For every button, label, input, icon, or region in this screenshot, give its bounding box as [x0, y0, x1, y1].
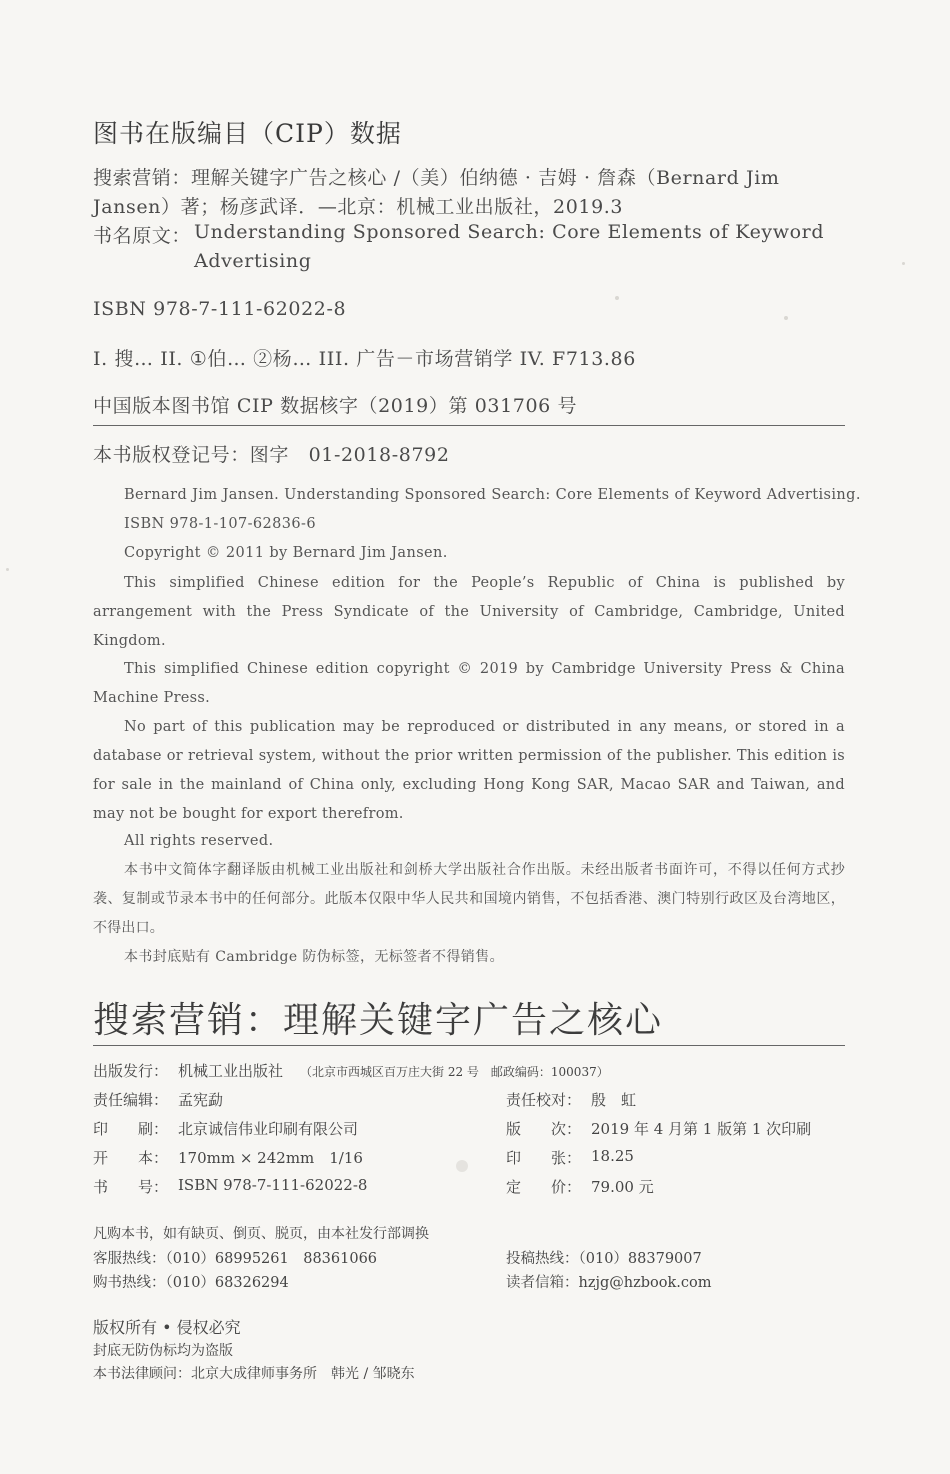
- defect-notice: 凡购本书，如有缺页、倒页、脱页，由本社发行部调换: [93, 1226, 429, 1242]
- divider: [93, 1045, 845, 1046]
- printer-label: 印 刷：: [93, 1120, 169, 1138]
- rights-reserved: 版权所有 • 侵权必究: [93, 1318, 241, 1337]
- scan-speck: [456, 1160, 468, 1172]
- price: 79.00 元: [591, 1178, 654, 1196]
- scan-speck: [6, 568, 9, 571]
- edition-arrangement-paragraph: This simplified Chinese edition for the People’s Republic of China is published by arrangement with the Press Syndicate of the University of Cambridge, Cambridge, United Kingdom.: [93, 575, 845, 649]
- edition-label: 版 次：: [506, 1120, 582, 1138]
- printer: 北京诚信伟业印刷有限公司: [178, 1120, 359, 1138]
- cip-publisher-line: Jansen）著；杨彦武译．—北京：机械工业出版社，2019.3: [93, 196, 624, 218]
- edition-copyright-paragraph: This simplified Chinese edition copyright © 2019 by Cambridge University Press & China Machine Press.: [93, 661, 845, 706]
- rights-paragraph: No part of this publication may be reproduced or distributed in any means, or stored in a database or retrieval system, without the prior written permission of the publisher. This edition is for sale in the mainland of China only, excluding Hong Kong SAR, Macao SAR and Taiwan, and may not be bought for export therefrom.: [93, 719, 845, 822]
- customer-service-hotline: 客服热线：（010）68995261 88361066: [93, 1251, 378, 1267]
- submission-hotline: 投稿热线：（010）88379007: [506, 1251, 702, 1267]
- cip-author-line: 搜索营销：理解关键字广告之核心 /（美）伯纳德 · 吉姆 · 詹森（Bernard Jim: [93, 167, 780, 189]
- editor-label: 责任编辑：: [93, 1091, 169, 1109]
- sheets-label: 印 张：: [506, 1149, 582, 1167]
- price-label: 定 价：: [506, 1178, 582, 1196]
- legal-counsel: 本书法律顾问：北京大成律师事务所 韩光 / 邹晓东: [93, 1366, 415, 1382]
- cip-number: 中国版本图书馆 CIP 数据核字（2019）第 031706 号: [93, 395, 578, 417]
- all-rights-reserved: All rights reserved.: [124, 833, 274, 849]
- publisher: 机械工业出版社: [178, 1062, 284, 1080]
- cip-title: 图书在版编目（CIP）数据: [93, 119, 402, 148]
- anti-counterfeit-notice: 本书封底贴有 Cambridge 防伪标签，无标签者不得销售。: [124, 949, 504, 965]
- scan-speck: [902, 262, 905, 265]
- cip-isbn: ISBN 978-7-111-62022-8: [93, 298, 347, 320]
- chinese-rights-paragraph: 本书中文简体字翻译版由机械工业出版社和剑桥大学出版社合作出版。未经出版者书面许可，不得以任何方式抄袭、复制或节录本书中的任何部分。此版本仅限中华人民共和国境内销售，不包括香港、澳门特别行政区及台湾地区，不得出口。: [93, 862, 845, 936]
- cip-classification: I. 搜… II. ①伯… ②杨… III. 广告－市场营销学 IV. F713.86: [93, 348, 636, 370]
- scan-speck: [784, 316, 788, 320]
- scan-speck: [615, 296, 619, 300]
- copyright-registration: 本书版权登记号：图字 01-2018-8792: [93, 444, 450, 466]
- purchase-hotline: 购书热线：（010）68326294: [93, 1275, 289, 1291]
- publisher-label: 出版发行：: [93, 1062, 169, 1080]
- proofreader: 殷 虹: [591, 1091, 637, 1109]
- original-isbn: ISBN 978-1-107-62836-6: [124, 516, 316, 532]
- cip-original-title: Understanding Sponsored Search: Core Elements of Keyword: [194, 221, 825, 243]
- book-number-label: 书 号：: [93, 1178, 169, 1196]
- format: 170mm × 242mm 1/16: [178, 1149, 363, 1167]
- format-label: 开 本：: [93, 1149, 169, 1167]
- book-title: 搜索营销：理解关键字广告之核心: [93, 1000, 664, 1041]
- publisher-address: （北京市西城区百万庄大街 22 号 邮政编码：100037）: [300, 1065, 609, 1079]
- proofreader-label: 责任校对：: [506, 1091, 582, 1109]
- piracy-notice: 封底无防伪标均为盗版: [93, 1343, 233, 1359]
- cip-original-title-label: 书名原文：: [93, 225, 192, 247]
- reader-email: 读者信箱：hzjg@hzbook.com: [506, 1275, 712, 1291]
- book-number: ISBN 978-7-111-62022-8: [178, 1176, 368, 1194]
- divider: [93, 425, 845, 426]
- edition: 2019 年 4 月第 1 版第 1 次印刷: [591, 1120, 812, 1138]
- cip-original-title-cont: Advertising: [194, 250, 312, 272]
- sheets: 18.25: [591, 1147, 634, 1165]
- original-book-info: Bernard Jim Jansen. Understanding Sponsored Search: Core Elements of Keyword Advertising.: [124, 487, 861, 503]
- editor: 孟宪勐: [178, 1091, 224, 1109]
- original-copyright: Copyright © 2011 by Bernard Jim Jansen.: [124, 545, 448, 561]
